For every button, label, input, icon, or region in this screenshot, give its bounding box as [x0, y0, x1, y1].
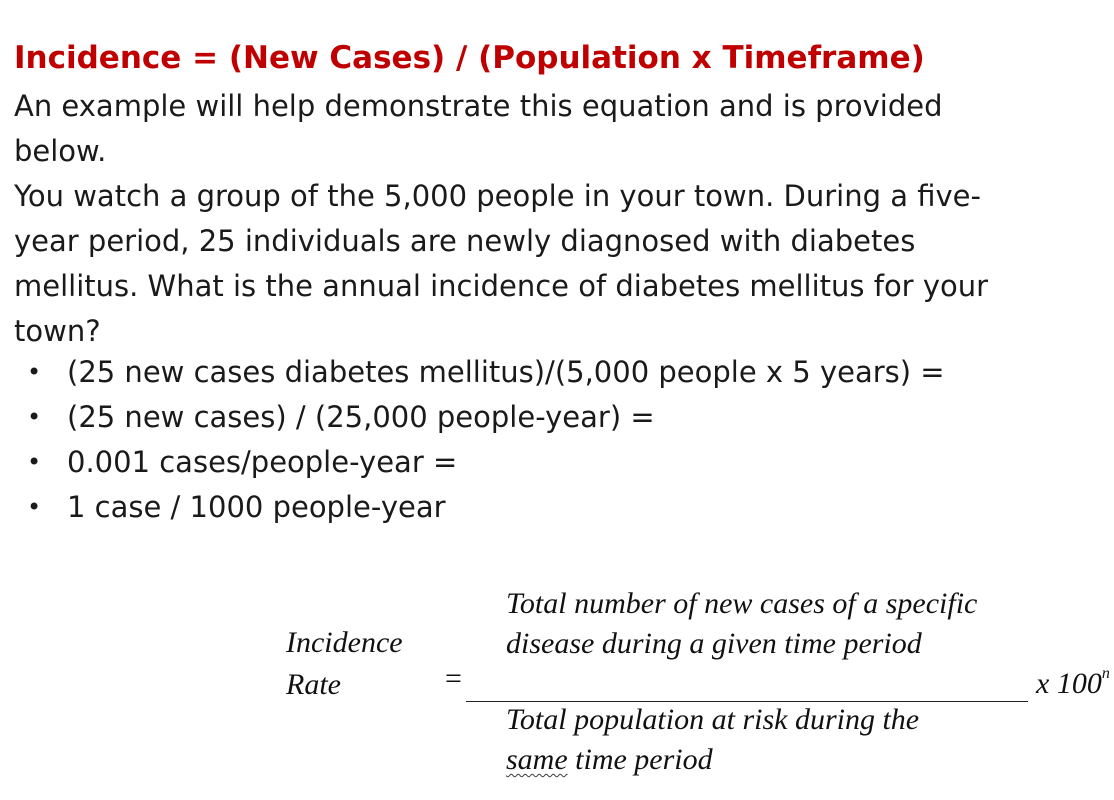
formula-label: Incidence Rate: [286, 626, 403, 701]
calculation-list: [14, 350, 945, 530]
list-item: • 1 case / 1000 people-year: [14, 485, 945, 530]
spellcheck-underline: same: [506, 743, 568, 776]
body-text: [14, 84, 1014, 354]
formula-numerator: Total number of new cases of a specific disease during a given time period: [506, 587, 978, 660]
bullet-icon: •: [27, 358, 42, 386]
example-paragraph: You watch a group of the 5,000 people in your town. During a five-year period, 25 individuals are newly diagnosed with diabetes mellitus. What is the annual incidence of diabetes mellitus for your town?: [14, 179, 989, 348]
formula-equals-sign: =: [445, 662, 462, 695]
formula-denominator: Total population at risk during the same time period: [506, 703, 920, 776]
list-item: • (25 new cases) / (25,000 people-year) =: [14, 395, 945, 440]
list-item: • (25 new cases diabetes mellitus)/(5,000 people x 5 years) =: [14, 350, 945, 395]
bullet-icon: •: [27, 448, 42, 476]
list-item: • 0.001 cases/people-year =: [14, 440, 945, 485]
page-heading: Incidence = (New Cases) / (Population x Timeframe): [14, 40, 925, 76]
formula-multiplier: x 100$^n$: [1036, 665, 1110, 700]
intro-paragraph: An example will help demonstrate this equation and is provided below.: [14, 89, 943, 168]
bullet-icon: •: [27, 403, 42, 431]
bullet-icon: •: [27, 493, 42, 521]
